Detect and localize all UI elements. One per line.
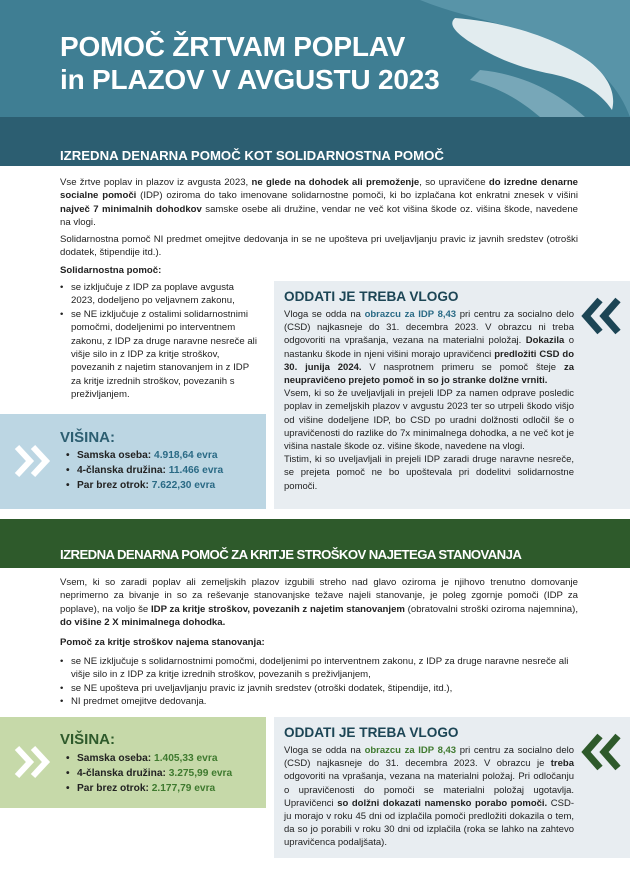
page-header <box>0 0 630 117</box>
section1-intro: Vse žrtve poplav in plazov iz avgusta 2023, ne glede na dohodek ali premoženje, so upravičene do izredne denarne socialne pomoči (IDP) oziroma do tako imenovane solidarnostne pomoči, ki bo izplačana kot enkratni znesek v višini največ 7 minimalnih dohodkov samske osebe ali družine, vendar ne več kot višina škode oz. višina škode, navedene na vlogi. <box>60 177 579 229</box>
list-item: • NI predmet omejitve dedovanja. <box>60 695 578 708</box>
oddati-title: ODDATI JE TREBA VLOGO <box>284 289 459 304</box>
double-chevron-left-icon <box>580 733 622 771</box>
oddati-text: Vloga se odda na obrazcu za IDP 8,43 pri centru za socialno delo (CSD) najkasneje do 31. decembra 2023. V obrazcu je treba odgovoriti na vprašanja, vezana na materialni položaj. Pri odločanju o upravičenosti do pomoči se materialni položaj ugotavlja. Upravičenci so dolžni dokazati namensko porabo pomoči. CSD-ju morajo v roku 45 dni od izplačila pomoči predložiti dokazila o tem, da so jo porabili v roku 30 dni od izplačila (roka se lahko na zahtevo upravičenca podaljšata). <box>284 745 575 849</box>
visina-title: VIŠINA: <box>60 429 116 446</box>
visina-list <box>66 751 232 796</box>
visina-list <box>66 448 223 493</box>
double-chevron-right-icon <box>14 745 52 779</box>
section1-list-title: Solidarnostna pomoč: <box>60 265 162 276</box>
section2-list-title: Pomoč za kritje stroškov najema stanovanja: <box>60 637 265 648</box>
section2-bullet-list <box>60 655 578 709</box>
section1-bullet-list <box>60 281 260 402</box>
section2-title: IZREDNA DENARNA POMOČ ZA KRITJE STROŠKOV NAJETEGA STANOVANJA <box>60 547 522 562</box>
section1-title: IZREDNA DENARNA POMOČ KOT SOLIDARNOSTNA POMOČ <box>60 148 444 163</box>
visina-item: • 4-članska družina: 3.275,99 evra <box>66 766 232 781</box>
visina-item: • Par brez otrok: 2.177,79 evra <box>66 781 232 796</box>
double-chevron-right-icon <box>14 444 52 478</box>
visina-item: • 4-članska družina: 11.466 evra <box>66 463 223 478</box>
list-item: • se izključuje z IDP za poplave avgusta 2023, dodeljeno po veljavnem zakonu, <box>60 281 260 308</box>
section1-inheritance: Solidarnostna pomoč NI predmet omejitve dedovanja in se ne upošteva pri uveljavljanju pravic iz javnih sredstev (otroški dodatek, štipendije itd.). <box>60 234 578 259</box>
visina-item: • Samska oseba: 4.918,64 evra <box>66 448 223 463</box>
visina-title: VIŠINA: <box>60 731 116 748</box>
section2-intro: Vsem, ki so zaradi poplav ali zemeljskih plazov izgubili streho nad glavo oziroma je njihovo trenutno domovanje neprimerno za bivanje in so za reševanje stanovanjske težave najeli stanovanje, je poleg zgornje pomoči (IDP za poplave), na voljo še IDP za kritje stroškov, povezanih z najetim stanovanjem (obratovalni stroški oziroma najemnina), do višine 2 X minimalnega dohodka. <box>60 577 578 629</box>
list-item: • se NE izključuje z ostalimi solidarnostnimi pomočmi, dodeljenimi po interventnem zakonu, z IDP za druge naravne nesreče ali višje silo in z IDP za kritje stroškov, povezanih z najetim stanovanjem in z IDP za kritje izrednih stroškov, povezanih s preživljanjem. <box>60 308 260 402</box>
oddati-text: Vloga se odda na obrazcu za IDP 8,43 pri centru za socialno delo (CSD) najkasneje do 31. decembra 2023. V obrazcu ni treba odgovoriti na vprašanja, vezana na materialni položaj. Dokazila o nastanku škode in njeni višini morajo upravičenci predložiti CSD do 30. junija 2024. V nasprotnem primeru se pomoč šteje za neupravičeno prejeto pomoč in so jo stranke dolžne vrniti. Vsem, ki so že uveljavljali in prejeli IDP za namen odprave posledic poplav in zemeljskih plazov v avgustu 2023 ter so utrpeli škodo višjo od višine dodeljene IDP, bo CSD po uradni dolžnosti odločil še o upravičenosti do razlike do 7x minimalnega dohodka, a ne več kot je višina nastale škode oz. višine škode, navedene na vlogi. Tistim, ki so uveljavljali in prejeli IDP zaradi druge naravne nesreče, se prejeta pomoč ne bo upoštevala pri dodelitvi solidarnostne pomoči. <box>284 309 575 492</box>
section1-visina-box <box>0 414 266 509</box>
oddati-paragraph: Vsem, ki so že uveljavljali in prejeli IDP za namen odprave posledic poplav in zemeljskih plazov v avgustu 2023 ter so utrpeli škodo višjo od višine dodeljene IDP, bo CSD po uradni dolžnosti odločil še o upravičenosti do razlike do 7x minimalnega dohodka, a ne več kot je višina nastale škode oz. višine škode, navedene na vlogi. <box>284 388 574 453</box>
list-item: • se NE upošteva pri uveljavljanju pravic iz javnih sredstev (otroški dodatek, štipendije, itd.), <box>60 682 578 695</box>
page-title: POMOČ ŽRTVAM POPLAV in PLAZOV V AVGUSTU 2023 <box>60 31 440 95</box>
section2-visina-box <box>0 717 266 808</box>
visina-item: • Samska oseba: 1.405,33 evra <box>66 751 232 766</box>
visina-item: • Par brez otrok: 7.622,30 evra <box>66 478 223 493</box>
double-chevron-left-icon <box>580 297 622 335</box>
list-item: • se NE izključuje s solidarnostnimi pomočmi, dodeljenimi po interventnem zakonu, z IDP za druge naravne nesreče ali višje silo in z IDP za kritje izrednih stroškov, povezanih s preživljanjem, <box>60 655 578 682</box>
oddati-title: ODDATI JE TREBA VLOGO <box>284 725 459 740</box>
oddati-paragraph: Tistim, ki so uveljavljali in prejeli IDP zaradi druge naravne nesreče, se prejeta pomoč ne bo upoštevala pri dodelitvi solidarnostne pomoči. <box>284 454 574 492</box>
